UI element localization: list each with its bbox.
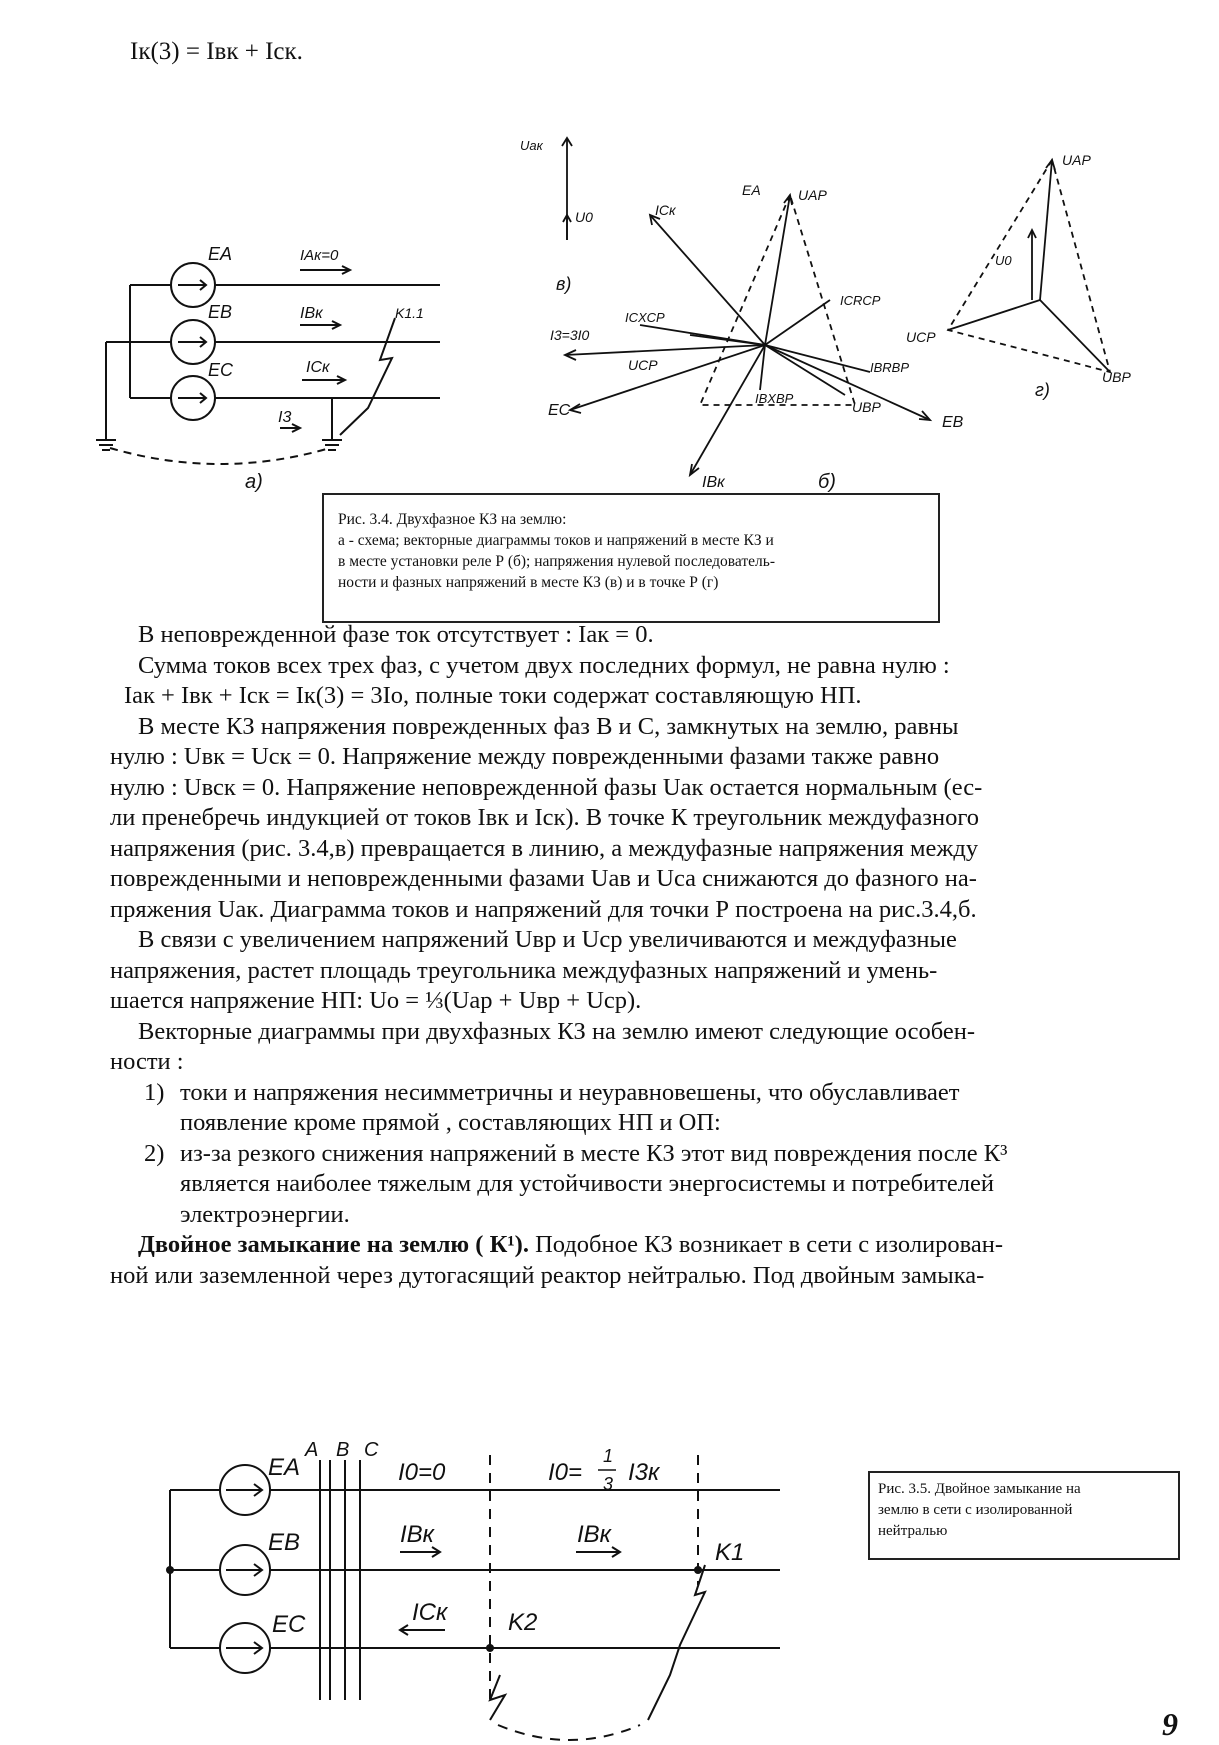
label-ec: EC bbox=[208, 360, 234, 380]
paragraph: В неповрежденной фазе ток отсутствует : Iак = 0. bbox=[138, 621, 654, 648]
list-line: электроэнергии. bbox=[180, 1200, 350, 1228]
figure-3-5 bbox=[0, 1420, 1219, 1745]
list-line: является наиболее тяжелым для устойчивости энергосистемы и потребителей bbox=[180, 1170, 995, 1197]
list-line: из-за резкого снижения напряжений в месте КЗ этот вид повреждения после К³ bbox=[180, 1139, 1008, 1167]
label-k11: K1.1 bbox=[395, 305, 424, 321]
caption-line: нейтралью bbox=[878, 1523, 948, 1539]
paragraph-line: шается напряжение НП: Uо = ⅓(Uар + Uвр + Uср). bbox=[110, 987, 642, 1014]
label-a: а) bbox=[245, 471, 263, 493]
list-item bbox=[124, 1139, 1169, 1231]
paragraph-line: нулю : Uвск = 0. Напряжение неповрежденной фазы Uак остается нормальным (ес- bbox=[110, 773, 983, 801]
label-ibk-2: IBк bbox=[577, 1521, 612, 1548]
paragraph-line: ности : bbox=[110, 1048, 184, 1075]
label-ea: EA bbox=[208, 244, 233, 264]
label-ick: ICк bbox=[306, 359, 330, 376]
label-ibk: IBк bbox=[300, 305, 323, 322]
label-ibk-1: IBк bbox=[400, 1521, 435, 1548]
label-icrcp: ICRCP bbox=[840, 293, 881, 308]
paragraph-text: Подобное КЗ возникает в сети с изолирован- bbox=[528, 1231, 1004, 1258]
label-v: в) bbox=[556, 274, 572, 294]
paragraph: Сумма токов всех трех фаз, с учетом двух последних формул, не равна нулю : bbox=[138, 651, 950, 679]
page-number: 9 bbox=[1162, 1706, 1178, 1742]
label-ea-v: EA bbox=[742, 182, 761, 198]
label-i0-zero: I0=0 bbox=[398, 1459, 446, 1486]
paragraph-line: ной или заземленной через дутогасящий реактор нейтралью. Под двойным замыка- bbox=[110, 1261, 985, 1289]
paragraph-line: В связи с увеличением напряжений Uвр и Uср увеличиваются и междуфазные bbox=[138, 926, 957, 953]
label-i3v: I3=3I0 bbox=[550, 327, 590, 343]
label-eb: EB bbox=[208, 302, 233, 322]
label-frac-den: 3 bbox=[603, 1474, 614, 1494]
label-ea35: EA bbox=[268, 1454, 301, 1481]
label-u0: U0 bbox=[575, 209, 593, 225]
figure-3-4-caption bbox=[322, 493, 940, 623]
caption-line: в месте установки реле Р (б); напряжения нулевой последователь- bbox=[338, 553, 776, 570]
label-ucp: UCP bbox=[628, 357, 658, 373]
label-i3: I3 bbox=[278, 409, 292, 426]
label-uak: Uак bbox=[520, 138, 543, 153]
list-line: токи и напряжения несимметричны и неуравновешены, что обуславливает bbox=[180, 1078, 960, 1106]
paragraph-line: пряжения Uак. Диаграмма токов и напряжений для точки Р построена на рис.3.4,б. bbox=[110, 895, 977, 923]
label-ubp2: UBP bbox=[1102, 369, 1131, 385]
list-number: 1) bbox=[144, 1078, 165, 1106]
caption-line: а - схема; векторные диаграммы токов и напряжений в месте КЗ и bbox=[338, 532, 774, 549]
label-ucp2: UCP bbox=[906, 329, 936, 345]
label-ick35: ICк bbox=[412, 1599, 448, 1626]
bold-heading: Двойное замыкание на землю ( К¹). bbox=[138, 1231, 529, 1258]
label-ick2: ICк bbox=[655, 202, 676, 218]
paragraph-line: поврежденными и неповрежденными фазами Uав и Uса снижаются до фазного на- bbox=[110, 865, 977, 892]
caption-line: Рис. 3.4. Двухфазное КЗ на землю: bbox=[338, 511, 567, 528]
list-item bbox=[124, 1078, 1169, 1139]
paragraph-line: Векторные диаграммы при двухфазных КЗ на землю имеют следующие особен- bbox=[138, 1017, 975, 1045]
paragraph-line: нулю : Uвк = Uск = 0. Напряжение между поврежденными фазами также равно bbox=[110, 743, 940, 770]
paragraph-line: В месте КЗ напряжения поврежденных фаз В и С, замкнутых на землю, равны bbox=[138, 712, 959, 740]
list-number: 2) bbox=[144, 1139, 165, 1167]
label-uap: UAP bbox=[798, 187, 827, 203]
label-eb35: EB bbox=[268, 1529, 301, 1556]
label-iak: IAк=0 bbox=[300, 247, 339, 264]
label-phase-b: B bbox=[336, 1439, 350, 1461]
caption-line: землю в сети с изолированной bbox=[878, 1502, 1073, 1518]
paragraph-line bbox=[124, 1230, 1169, 1261]
figure-3-5-caption bbox=[868, 1471, 1180, 1560]
top-formula: Iк(3) = Iвк + Iск. bbox=[130, 38, 303, 65]
paragraph-line: напряжения, растет площадь треугольника междуфазных напряжений и умень- bbox=[110, 956, 938, 984]
label-ec35: EC bbox=[272, 1611, 306, 1638]
label-phase-a: A bbox=[305, 1439, 319, 1461]
paragraph-line: напряжения (рис. 3.4,в) превращается в линию, а междуфазные напряжения между bbox=[110, 834, 979, 862]
label-ibxbp: IBXBP bbox=[755, 391, 794, 406]
label-ibrbp: IBRBP bbox=[870, 360, 910, 375]
label-phase-c: C bbox=[364, 1439, 379, 1461]
label-uav: UAP bbox=[1062, 152, 1091, 168]
body-text bbox=[110, 620, 1169, 1291]
label-b: б) bbox=[818, 471, 836, 493]
label-u0g: U0 bbox=[995, 253, 1012, 268]
label-ec-v: EC bbox=[548, 402, 571, 419]
label-ubp: UBP bbox=[852, 399, 881, 415]
caption-line: ности и фазных напряжений в месте КЗ (в) и в точке Р (г) bbox=[338, 574, 719, 591]
label-ibk2: IBк bbox=[702, 474, 725, 491]
label-frac-num: 1 bbox=[603, 1446, 614, 1466]
label-icxcp: ICXCP bbox=[625, 310, 665, 325]
label-eb-v: EB bbox=[942, 414, 964, 431]
paragraph-line: ли пренебречь индукцией от токов Iвк и Iск). В точке К треугольник междуфазного bbox=[110, 804, 980, 831]
label-i0-eq: I0= bbox=[548, 1459, 583, 1486]
label-k2: K2 bbox=[508, 1609, 538, 1636]
list-line: появление кроме прямой , составляющих НП и ОП: bbox=[180, 1109, 721, 1136]
paragraph: Iак + Iвк + Iск = Iк(3) = 3Io, полные токи содержат составляющую НП. bbox=[124, 682, 862, 709]
label-g: г) bbox=[1035, 380, 1050, 400]
caption-line: Рис. 3.5. Двойное замыкание на bbox=[878, 1481, 1081, 1497]
label-k1: K1 bbox=[715, 1539, 745, 1566]
label-i3k: I3к bbox=[628, 1459, 660, 1486]
